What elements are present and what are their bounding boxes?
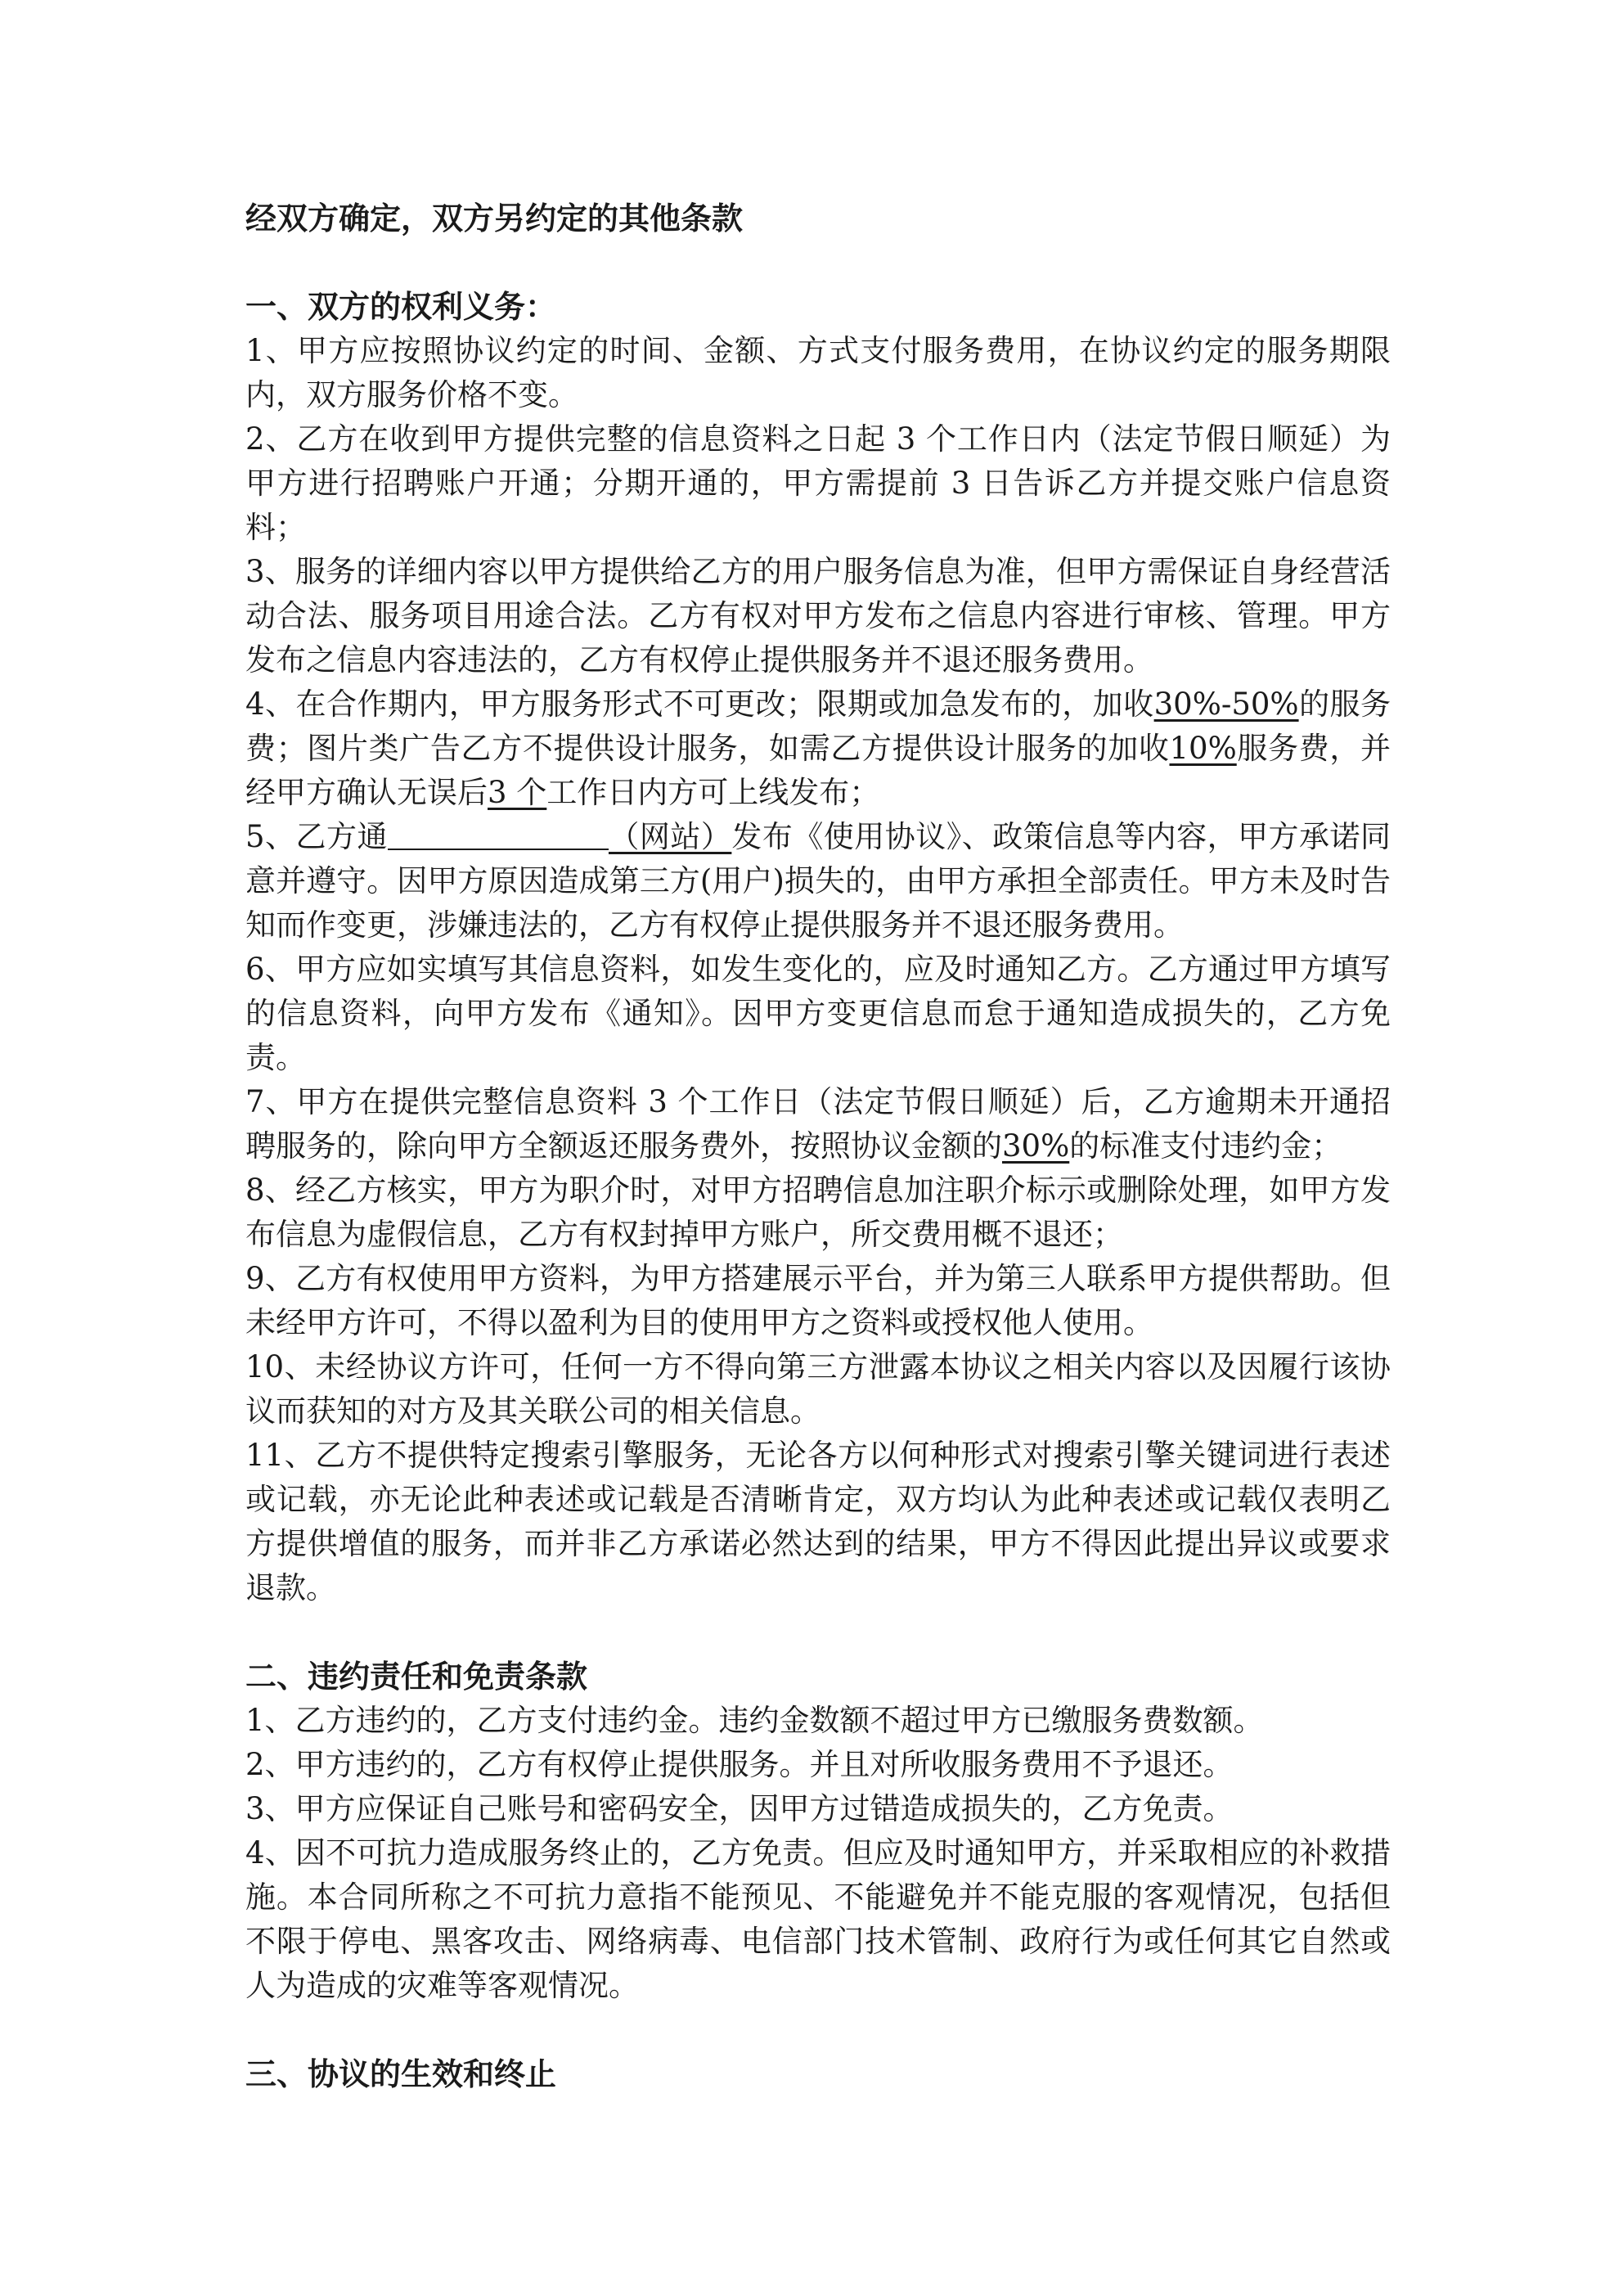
section-heading: 一、双方的权利义务： bbox=[245, 289, 557, 325]
clause-1-3: 3、服务的详细内容以甲方提供给乙方的用户服务信息为准，但甲方需保证自身经营活动合法、服务项目用途合法。乙方有权对甲方发布之信息内容进行审核、管理。甲方发布之信息内容违法的，乙方有权停止提供服务并不退还服务费用。 bbox=[245, 554, 1391, 678]
clause-text: 7、甲方在提供完整信息资料 3 个工作日（法定节假日顺延）后，乙方逾期未开通招聘服务的，除向甲方全额返还服务费外，按照协议金额的 bbox=[245, 1084, 1391, 1164]
clause-text: 的标准支付违约金； bbox=[1069, 1128, 1342, 1164]
document-title: 经双方确定，双方另约定的其他条款 bbox=[245, 200, 744, 236]
clause-1-8: 8、经乙方核实，甲方为职介时，对甲方招聘信息加注职介标示或删除处理，如甲方发布信息为虚假信息，乙方有权封掉甲方账户，所交费用概不退还； bbox=[245, 1173, 1391, 1252]
underlined-value: （网站） bbox=[608, 819, 732, 854]
underlined-value: 10% bbox=[1169, 731, 1237, 766]
section-rights-obligations bbox=[245, 285, 1391, 1610]
clause-text: 的服务费；图片类广告乙方不提供设计服务，如需乙方提供设计服务的加收 bbox=[245, 687, 1391, 766]
clause-1-2: 2、乙方在收到甲方提供完整的信息资料之日起 3 个工作日内（法定节假日顺延）为甲方进行招聘账户开通；分期开通的，甲方需提前 3 日告诉乙方并提交账户信息资料； bbox=[245, 421, 1391, 545]
clause-1-9: 9、乙方有权使用甲方资料，为甲方搭建展示平台，并为第三人联系甲方提供帮助。但未经甲方许可，不得以盈利为目的使用甲方之资料或授权他人使用。 bbox=[245, 1261, 1391, 1340]
underlined-value: 30% bbox=[1002, 1128, 1070, 1164]
clause-1-6: 6、甲方应如实填写其信息资料，如发生变化的，应及时通知乙方。乙方通过甲方填写的信息资料，向甲方发布《通知》。因甲方变更信息而怠于通知造成损失的，乙方免责。 bbox=[245, 952, 1391, 1075]
section-heading: 三、协议的生效和终止 bbox=[245, 2056, 557, 2092]
clause-1-11: 11、乙方不提供特定搜索引擎服务，无论各方以何种形式对搜索引擎关键词进行表述或记载，亦无论此种表述或记载是否清晰肯定，双方均认为此种表述或记载仅表明乙方提供增值的服务，而并非乙方承诺必然达到的结果，甲方不得因此提出异议或要求退款。 bbox=[245, 1438, 1391, 1605]
document-page bbox=[245, 196, 1391, 2141]
clause-1-10: 10、未经协议方许可，任何一方不得向第三方泄露本协议之相关内容以及因履行该协议而获知的对方及其关联公司的相关信息。 bbox=[245, 1349, 1391, 1429]
clause-text: 工作日内方可上线发布； bbox=[546, 775, 880, 810]
fill-in-blank bbox=[388, 817, 609, 850]
clause-2-2: 2、甲方违约的，乙方有权停止提供服务。并且对所收服务费用不予退还。 bbox=[245, 1747, 1234, 1782]
clause-1-1: 1、甲方应按照协议约定的时间、金额、方式支付服务费用，在协议约定的服务期限内，双方服务价格不变。 bbox=[245, 333, 1391, 412]
section-liability-exemption bbox=[245, 1654, 1391, 2008]
clause-1-7 bbox=[245, 1080, 1391, 1168]
clause-2-4: 4、因不可抗力造成服务终止的，乙方免责。但应及时通知甲方，并采取相应的补救措施。本合同所称之不可抗力意指不能预见、不能避免并不能克服的客观情况，包括但不限于停电、黑客攻击、网络病毒、电信部门技术管制、政府行为或任何其它自然或人为造成的灾难等客观情况。 bbox=[245, 1835, 1391, 2003]
section-heading: 二、违约责任和免责条款 bbox=[245, 1659, 588, 1695]
underlined-value: 3 个 bbox=[488, 775, 547, 810]
section-effect-termination bbox=[245, 2052, 1391, 2096]
clause-2-1: 1、乙方违约的，乙方支付违约金。违约金数额不超过甲方已缴服务费数额。 bbox=[245, 1703, 1264, 1738]
clause-2-3: 3、甲方应保证自己账号和密码安全，因甲方过错造成损失的，乙方免责。 bbox=[245, 1791, 1234, 1826]
clause-text: 服务费，并经甲方确认无误后 bbox=[245, 731, 1391, 810]
underlined-value: 30%-50% bbox=[1153, 687, 1299, 722]
clause-text: 发布《使用协议》、政策信息等内容，甲方承诺同意并遵守。因甲方原因造成第三方(用户)损失的，由甲方承担全部责任。甲方未及时告知而作变更，涉嫌违法的，乙方有权停止提供服务并不退还服务费用。 bbox=[245, 819, 1391, 943]
clause-text: 4、在合作期内，甲方服务形式不可更改；限期或加急发布的，加收 bbox=[245, 687, 1154, 722]
clause-text: 5、乙方通 bbox=[245, 819, 388, 854]
clause-1-4 bbox=[245, 682, 1391, 815]
clause-1-5 bbox=[245, 815, 1391, 948]
